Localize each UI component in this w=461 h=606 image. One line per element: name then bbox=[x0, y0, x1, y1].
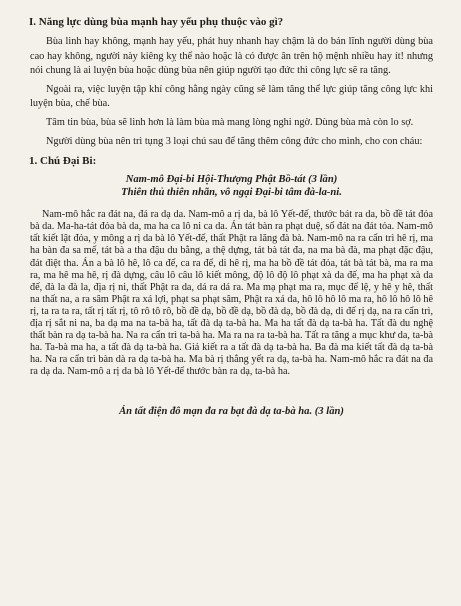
subsection-heading: 1. Chú Đại Bi: bbox=[29, 155, 97, 168]
mantra-closing: Án tất điện đô mạn đa ra bạt đà dạ ta-bà ha. (3 lần) bbox=[119, 406, 344, 418]
paragraph: Ngoài ra, việc luyện tập khí công hằng ngày cũng sẽ làm tăng thể lực giúp tăng công lực khi luyện bùa, chế bùa. bbox=[30, 83, 433, 110]
paragraph: Tâm tin bùa, bùa sẽ linh hơn là làm bùa mà mang lòng nghi ngờ. Dùng bùa mà còn lo sợ. bbox=[46, 116, 414, 128]
mantra-title-line1: Nam-mô Đại-bi Hội-Thượng Phật Bồ-tát (3 lần) bbox=[125, 174, 338, 186]
paragraph: Bùa linh hay không, mạnh hay yếu, phát huy nhanh hay chậm là do bản lĩnh người dùng bùa cao hay không, người này kiêng kỵ thế nào hoặc là có được ân trên hộ mệnh nhiều hay ít! nhưng nói chung là ai luyện bùa hoặc dùng bùa nên giúp người tạo đức thì công lực sẽ ra tăng. bbox=[30, 36, 433, 77]
mantra-text: Nam-mô hắc ra đát na, đá ra dạ da. Nam-mô a rị da, bà lô Yết-đế, thước bát ra da, bồ đề tát đỏa bà da. Ma-ha-tát đỏa bà da, ma ha ca lô ni ca da. Án tát bàn ra phạt duệ, số đát na đát tỏa. Nam-mô tất kiết lật đỏa, y mông a rị da bà lô Yết-đế, thất Phật ra lăng đà bà. Nam-mô na ra cẩn trì hê rị, ma ha bàn đa sa mế, tát bà a tha đậu du bằng, a thệ dựng, tát bà tát đa, na ma bà đà, ma phạt đặc đậu, đát điệt tha. Án a bà lô hê, lô ca đế, ca ra đế, di hê rị, ma ha bồ đề tát đỏa, tát bà tát bà, ma ra ma ra, ma hê ma hê, rị đà dựng, câu lô câu lô kiết mông, độ lô độ lô phạt xà da đế, ma ha phạt xà da đế, đà la đà la, địa rị ni, thất Phật ra da, dá ra dá ra. Ma mạ phạt ma ra, mục đế lệ, y hê y hê, thất na thất na, a ra sâm Phật ra xá lợi, phạt sa phạt sâm, Phật ra xá da, hô lô hô lô ma ra, hô lô hô lô hê rị, ta ra ta ra, tất rị tất rị, tô rô tô rô, bồ đề dạ, bồ đề dạ, bồ đà dạ, bồ đà dạ, di đế rị dạ, na ra cẩn trì, địa rị sắt ni na, ba dạ ma na ta-bà ha, tất đà dạ ta-bà ha. Ma ha tất đà dạ ta-bà ha. Tất đà du nghệ thất bàn ra dạ ta-bà ha. Na ra cẩn trì ta-bà ha. Ma ra na ra ta-bà ha. Tất ra tăng a mục khư da, ta-bà ha. Ta-bà ma ha, a tất đà dạ ta-bà ha. Giả kiết ra a tất đà dạ ta-bà ha. Ba đà ma kiết tất đà dạ ta-bà ha. Na ra cẩn trì bàn dà ra dạ ta-bà ha. Ma bà rị thắng yết ra dạ, ta-bà ha. Nam-mô hắc ra đát na đa ra dạ da. Nam-mô a rị da bà lô Yết-đế thước bàn ra dạ, ta-bà ha. bbox=[30, 209, 433, 378]
section-heading: I. Năng lực dùng bùa mạnh hay yếu phụ thuộc vào gì? bbox=[29, 16, 284, 28]
paragraph: Người dùng bùa nên trì tụng 3 loại chú sau để tăng thêm công đức cho mình, cho con cháu: bbox=[46, 135, 423, 147]
mantra-title-line2: Thiên thủ thiên nhãn, vô ngại Đại-bi tâm đà-la-ni. bbox=[121, 186, 342, 198]
